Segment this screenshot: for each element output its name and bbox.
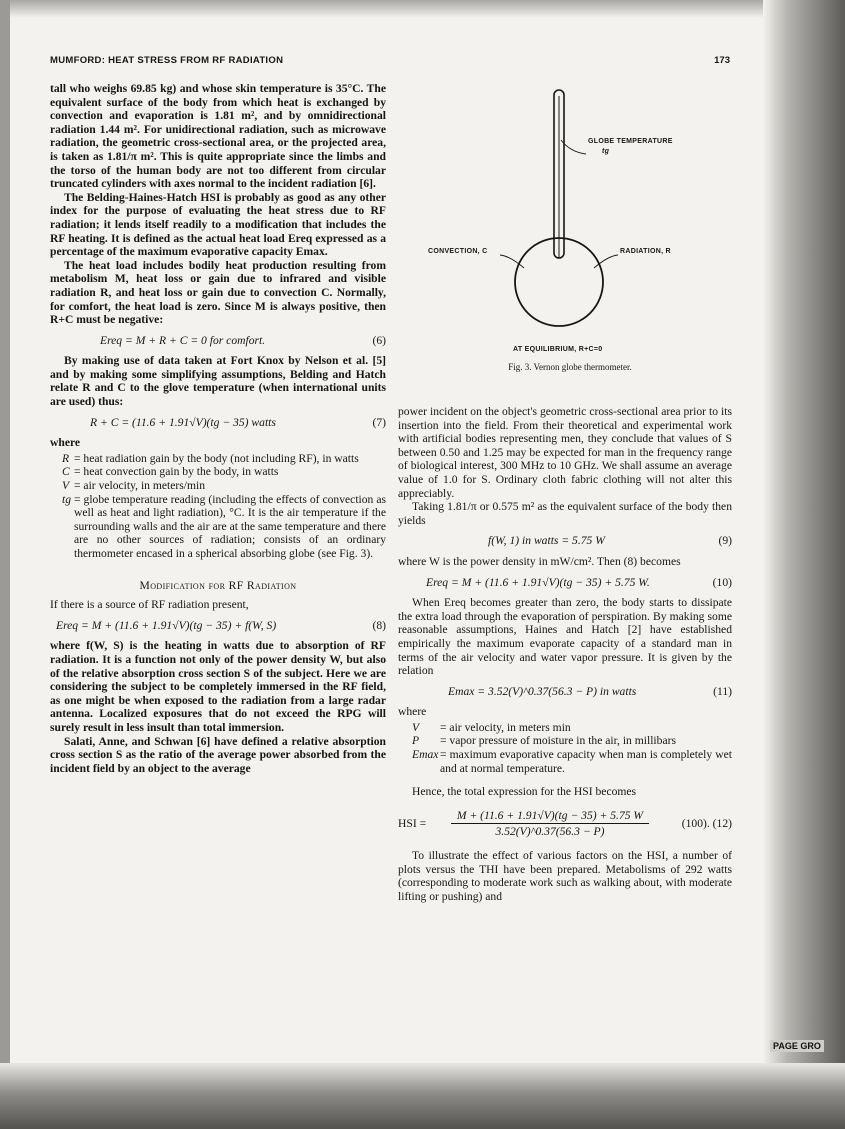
- page-stamp: PAGE GRO: [770, 1040, 824, 1052]
- left-paragraph-2: The Belding-Haines-Hatch HSI is probably as good as any other index for the purpose of evaluating the heat stress due to RF radiation; it lends itself readily to a modification that includes the RF heating. It is defined as the actual heat load Ereq expressed as a percentage of the maximum evaporative capacity Emax.: [50, 190, 386, 259]
- where-item: [62, 479, 386, 493]
- equation-11-body: Emax = 3.52(V)^0.37(56.3 − P) in watts: [448, 684, 637, 698]
- equation-12-lhs: HSI =: [398, 817, 427, 831]
- globe-temperature-symbol: tg: [602, 148, 610, 155]
- right-paragraph-2: Taking 1.81/π or 0.575 m² as the equivalent surface of the body then yields: [398, 500, 732, 527]
- where-item: [62, 465, 386, 479]
- equation-6-body: Ereq = M + R + C = 0 for comfort.: [100, 333, 266, 347]
- where-definition: = air velocity, in meters/min: [74, 479, 206, 493]
- scan-edge-bottom: [0, 1063, 845, 1129]
- where-term: V: [62, 479, 70, 493]
- where-term: tg: [62, 492, 72, 506]
- equation-12-tail: [672, 817, 732, 831]
- equation-12-number: (12): [712, 817, 732, 831]
- figure-vernon-globe: [420, 82, 720, 387]
- radiation-label: RADIATION, R: [620, 248, 671, 255]
- equation-11: [398, 685, 732, 699]
- left-paragraph-5: If there is a source of RF radiation present,: [50, 598, 249, 612]
- left-paragraph-6: where f(W, S) is the heating in watts due to absorption of RF radiation. It is a function not only of the power density W, but also of the relative absorption cross section S of the subject. Here we are considering the subject to be completely immersed in the RF field, as one might be when exposed to the radiation from a large radar antenna. Localized exposures that do not exceed the RPG will surely result in less insult than total immersion.: [50, 639, 386, 734]
- left-paragraph-4: By making use of data taken at Fort Knox by Nelson et al. [5] and by making some simplifying assumptions, Belding and Hatch relate R and C to the glove temperature (when international units are used) thus:: [50, 354, 386, 409]
- where-item: [412, 721, 732, 735]
- where-term: C: [62, 465, 70, 479]
- where-label-right: where: [398, 705, 427, 719]
- left-paragraph-1: tall who weighs 69.85 kg) and whose skin temperature is 35°C. The equivalent surface of the body from which heat is exchanged by convection and evaporation is 1.81 m², and by omnidirectional radiation 1.44 m². For unidirectional radiation, such as microwave radiation, the geometric cross-sectional area, or the projected area, is taken as 1.81/π m². This is quite appropriate since the limbs and the torso of the human body are not too different from circular truncated cylinders with axes normal to the incident radiation [6].: [50, 82, 386, 191]
- where-definition: = heat radiation gain by the body (not including RF), in watts: [74, 451, 359, 465]
- left-paragraph-3: The heat load includes bodily heat production resulting from metabolism M, heat loss or gain due to infrared and visible radiation R, and heat loss or gain due to convection C. Normally, for comfort, the heat load is zero. Since M is always positive, then R+C must be negative:: [50, 258, 386, 327]
- where-definition: = globe temperature reading (including the effects of convection as well as heat and light radiation), °C. It is the air temperature if the surrounding walls and the air are at the same temperature and there are no other sources of radiation; consists of an ordinary thermometer encased in a spherical absorbing globe (see Fig. 3).: [74, 492, 386, 560]
- where-item: [62, 452, 386, 466]
- equation-7-body: R + C = (11.6 + 1.91√V)(tg − 35) watts: [90, 415, 276, 429]
- right-paragraph-6: To illustrate the effect of various factors on the HSI, a number of plots versus the THI have been prepared. Metabolisms of 292 watts (corresponding to moderate work such as walking about, with moderate lifting or pushing) and: [398, 849, 732, 903]
- equation-7-number: (7): [372, 415, 386, 429]
- where-definition: = vapor pressure of moisture in the air, in millibars: [440, 734, 676, 748]
- convection-label: CONVECTION, C: [428, 248, 488, 255]
- equation-12: [398, 809, 732, 839]
- section-heading: Modification for RF Radiation: [139, 578, 297, 592]
- equation-10: [398, 576, 732, 590]
- equation-10-number: (10): [712, 575, 732, 589]
- page-number: 173: [714, 55, 730, 66]
- equilibrium-label: AT EQUILIBRIUM, R+C=0: [513, 346, 603, 353]
- equation-7: [50, 416, 386, 430]
- left-column: [50, 82, 386, 775]
- equation-12-factor: (100).: [681, 817, 710, 831]
- right-paragraph-4: When Ereq becomes greater than zero, the body starts to dissipate the extra load through the evaporation of perspiration. By making some reasonable assumptions, Haines and Hatch [2] have established empirically the maximum evaporate capacity of a standard man in terms of the air velocity and water vapor pressure. It is given by the relation: [398, 596, 732, 678]
- equation-12-denominator: 3.52(V)^0.37(56.3 − P): [495, 825, 605, 839]
- where-list-right: [412, 721, 732, 775]
- where-term: V: [412, 720, 420, 734]
- left-paragraph-7: Salati, Anne, and Schwan [6] have defined a relative absorption cross section S as the ratio of the average power absorbed from the incident field by an object to the average: [50, 734, 386, 775]
- where-list-left: [62, 452, 386, 561]
- where-item: [412, 748, 732, 775]
- equation-12-fraction: [428, 809, 672, 839]
- equation-8: [50, 619, 386, 633]
- where-term: R: [62, 451, 70, 465]
- figure-caption: Fig. 3. Vernon globe thermometer.: [508, 362, 632, 372]
- equation-6-number: (6): [372, 333, 386, 347]
- right-paragraph-3: where W is the power density in mW/cm². Then (8) becomes: [398, 554, 681, 568]
- equation-6: [50, 334, 386, 348]
- equation-8-body: Ereq = M + (11.6 + 1.91√V)(tg − 35) + f(W, S): [56, 618, 277, 632]
- scan-edge-left: [0, 0, 10, 1129]
- scan-edge-right: [763, 0, 845, 1129]
- where-definition: = maximum evaporative capacity when man is completely wet and at normal temperature.: [440, 748, 732, 775]
- equation-8-number: (8): [372, 618, 386, 632]
- where-label-left: where: [50, 436, 81, 450]
- where-definition: = air velocity, in meters min: [440, 720, 571, 734]
- equation-9-number: (9): [718, 534, 732, 548]
- running-header: [50, 55, 730, 69]
- running-title: MUMFORD: HEAT STRESS FROM RF RADIATION: [50, 55, 284, 66]
- where-definition: = heat convection gain by the body, in watts: [74, 465, 279, 479]
- right-column: [398, 405, 732, 903]
- where-term: P: [412, 734, 420, 748]
- scan-edge-top: [0, 0, 845, 18]
- where-item: [62, 493, 386, 561]
- globe-thermometer-diagram: [420, 82, 720, 362]
- equation-11-number: (11): [713, 684, 732, 698]
- equation-10-body: Ereq = M + (11.6 + 1.91√V)(tg − 35) + 5.75 W.: [426, 575, 650, 589]
- globe-temperature-label: GLOBE TEMPERATURE: [588, 138, 673, 145]
- equation-9-body: f(W, 1) in watts = 5.75 W: [488, 534, 605, 548]
- right-paragraph-1: power incident on the object's geometric cross-sectional area prior to its insertion into the field. From their theoretical and experimental work with artificial bodies representing men, they conclude that values of S between 0.50 and 1.25 may be expected for man in the frequency range of biological interest, 300 MHz to 10 GHz. We shall assume an average value of 1.0 for S. Ordinary cloth fabric clothing will not alter this appreciably.: [398, 405, 732, 500]
- where-item: [412, 734, 732, 748]
- where-term: Emax: [412, 748, 439, 762]
- equation-12-numerator: M + (11.6 + 1.91√V)(tg − 35) + 5.75 W: [451, 809, 649, 825]
- right-paragraph-5: Hence, the total expression for the HSI becomes: [412, 785, 637, 799]
- equation-9: [398, 534, 732, 548]
